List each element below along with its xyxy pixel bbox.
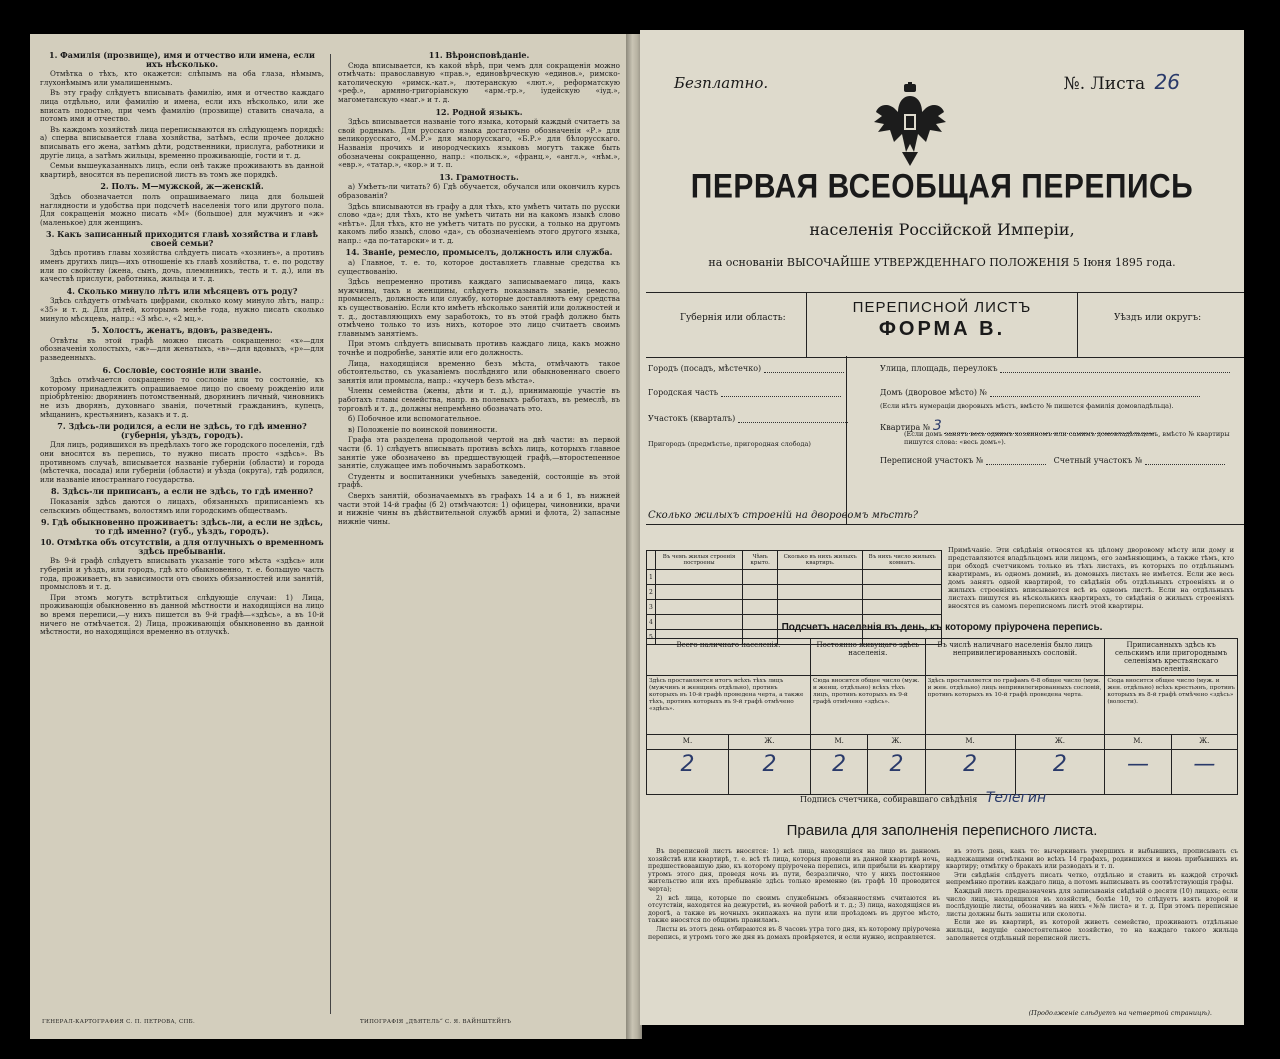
column-divider [330, 54, 331, 1014]
paragraph: Отмѣтка о тѣхъ, кто окажется: слѣпымъ на оба глаза, нѣмымъ, глухонѣмымъ или умалишеннымъ. [40, 69, 324, 87]
section-heading: 2. Полъ. М—мужской, ж—женскій. [100, 181, 264, 192]
buildings-cell [655, 570, 742, 585]
instructions-column-2 [338, 48, 620, 1008]
population-header: Въ числѣ наличнаго населенія было лицъ непривилегированныхъ сословій. [925, 639, 1105, 676]
rules-paragraph: Эти свѣдѣнія слѣдуетъ писать четко, отдѣльно и ставить въ каждой строчкѣ непремѣнно противъ каждаго лица, а потомъ выписывать въ соотвѣтствующія графы. [946, 871, 1238, 887]
sheet-label: №. Листа [1063, 74, 1146, 94]
population-count-value: 2 [728, 750, 810, 795]
section-heading: 7. Здѣсь-ли родился, а если не здѣсь, то гдѣ именно? (губернія, уѣздъ, городъ). [57, 421, 307, 440]
house-field: Домъ (дворовое мѣсто) № [880, 388, 1200, 397]
imprint-left: ГЕНЕРАЛ-КАРТОГРАФИЯ С. П. ПЕТРОВА, СПБ. [42, 1019, 196, 1025]
population-count-value: — [1105, 750, 1171, 795]
rules-paragraph: въ этотъ день, какъ то: вычеркивать умершихъ и выбывшихъ, прописывать съ надлежащими отмѣтками во всѣхъ 14 графахъ, родившихся и вновь прибывшихъ въ квартиру; отмѣтку о бракахъ или разводахъ и т. п. [946, 848, 1238, 871]
province-label: Губернія или область: [680, 313, 786, 323]
buildings-cell [863, 570, 942, 585]
population-description: Здѣсь проставляется итогъ всѣхъ тѣхъ лицъ (мужчинъ и женщинъ отдѣльно), противъ которыхъ въ 10-й графѣ проведена черта, а также тѣхъ, противъ которыхъ въ 9-й графѣ отмѣчено «здѣсь». [647, 676, 811, 735]
paragraph: Здѣсь слѣдуетъ отмѣчать цифрами, сколько кому минуло лѣтъ, напр.: «35» и т. д. Для дѣтей, которымъ менѣе года, нужно писать сколько минуло мѣсяцевъ, напр.: «3 мѣс.», «2 мц.». [40, 296, 324, 323]
paragraph: Здѣсь вписываются въ графу а для тѣхъ, кто умѣетъ читать по русски слово «да»; для тѣхъ, кто не умѣетъ читать ни на какомъ языкѣ слово «нѣтъ». Для тѣхъ, кто не умѣетъ читать по русски, а только на другомъ какомъ либо языкѣ, слово «да», съ обозначеніемъ этого другого языка, напр.: «да по-татарски» и т. д. [338, 201, 620, 245]
buildings-col-number [647, 551, 656, 570]
paragraph: Графа эта разделена продольной чертой на двѣ части: въ первой части (б. 1) слѣдуетъ вписывать противъ всѣхъ лицъ, которыхъ главное занятіе уже обозначено въ предшествующей графѣ,—второстепенное занятіе, служащее имъ побочнымъ заработкомъ. [338, 435, 620, 471]
buildings-header: Въ нихъ число жилыхъ комнатъ. [863, 551, 942, 570]
buildings-cell [743, 570, 778, 585]
section-heading: 5. Холостъ, женатъ, вдовъ, разведенъ. [91, 325, 273, 336]
address-divider [846, 356, 847, 524]
buildings-cell [777, 585, 862, 600]
buildings-cell [655, 585, 742, 600]
rules-title: Правила для заполненія переписного листа. [786, 822, 1098, 839]
address-bottom-rule [646, 524, 1244, 525]
paragraph: Здѣсь противъ главы хозяйства слѣдуетъ писать «хозяинъ», а противъ именъ другихъ лицъ—ихъ отношеніе къ главѣ хозяйства, т. е. по родству или по свойству (жена, сынъ, дочь, племянникъ, тесть и т. д.), или въ качествѣ прислуги, работника, жильца и т. д. [40, 248, 324, 284]
sex-label: М. [810, 735, 867, 750]
document-title: ПЕРВАЯ ВСЕОБЩАЯ ПЕРЕПИСЬ [690, 167, 1194, 206]
paragraph: Въ каждомъ хозяйствѣ лица переписываются въ слѣдующемъ порядкѣ: а) сперва вписывается глава хозяйства, затѣмъ, если прочее должно вписывать его жена, затѣмъ дѣти, родственники, прислуга, работники и другіе лица, а затѣмъ жильцы, временно проживающіе, гости и т. д. [40, 124, 324, 160]
population-count-value: 2 [868, 750, 925, 795]
buildings-note: Примѣчаніе. Эти свѣдѣнія относятся къ цѣлому дворовому мѣсту или дому и представляются владѣльцомъ или лицомъ, его замѣняющимъ, а также тѣмъ, кто при обходѣ счетчикомъ только въ тѣхъ листахъ, въ которыхъ по отдѣльнымъ квартирамъ, въ одномъ доминѣ, въ домовыхъ листахъ не имѣется. Если же весь домъ занятъ одной квартирой, то свѣдѣнія объ отдѣльныхъ строеніяхъ и о жилыхъ строеніяхъ вписываются всѣ въ одномъ листѣ. Если на отдѣльныхъ листахъ пишутся въ нѣсколькихъ квартирахъ, то свѣдѣнія о жилыхъ строеніяхъ вносятся въ самомъ переписномъ листѣ этой квартиры. [948, 546, 1234, 610]
rules-paragraph: Если же въ квартирѣ, въ которой живетъ семейство, проживаютъ отдѣльные жильцы, ведущіе самостоятельное хозяйство, то на каждаго такого жильца заполняется отдѣльный переписной листъ. [946, 919, 1238, 942]
population-header: Всего наличнаго населенія. [647, 639, 811, 676]
form-title: ПЕРЕПИСНОЙ ЛИСТЪ [852, 299, 1032, 316]
rules-column-2 [946, 848, 1238, 1016]
buildings-cell [777, 570, 862, 585]
paragraph: а) Умѣетъ-ли читать? б) Гдѣ обучается, обучался или окончилъ курсъ образованія? [338, 182, 620, 200]
population-count-value: 2 [647, 750, 729, 795]
paragraph: а) Главное, т. е. то, которое доставляетъ главные средства къ существованію. [338, 258, 620, 276]
enumerator-signature: Подпись счетчика, собиравшаго свѣдѣнія Телегин [800, 790, 1047, 806]
paragraph: При этомъ слѣдуетъ вписывать противъ каждаго лица, какъ можно точнѣе и подробнѣе, занятіе или его должность. [338, 339, 620, 357]
row-number: 5 [647, 630, 656, 645]
double-headed-eagle-emblem [872, 82, 948, 168]
population-description: Сюда вносится общее число (муж. и женщ. отдѣльно) всѣхъ тѣхъ лицъ, противъ которыхъ въ 9-й графѣ отмѣчено «здѣсь». [810, 676, 925, 735]
paragraph: Сверхъ занятій, обозначаемыхъ въ графахъ 14 а и б 1, въ нижней части этой 14-й графы (б 2) отмѣчаются: 1) офицеры, чиновники, врачи и нижніе чины въ дѣйствительной службѣ армиі и флота, 2) запасные нижніе чины. [338, 490, 620, 526]
street-field: Улица, площадь, переулокъ [880, 364, 1230, 373]
paragraph: Здѣсь отмѣчается сокращенно то сословіе или то состояніе, къ которому принадлежитъ опрашиваемое лицо по своему рожденію или пріобрѣтенію: дворянинъ потомственный, дворянинъ личный, чиновникъ не изъ дворянъ, духовнаго званія, почетный гражданинъ, купецъ, мѣщанинъ, крестьянинъ, казакъ и т. д. [40, 375, 324, 419]
paragraph: в) Положеніе по воинской повинности. [348, 424, 498, 434]
city-part-field: Городская часть [648, 388, 841, 397]
paragraph: Здѣсь вписывается названіе того языка, который каждый считаетъ за свой роднымъ. Для русскаго языка достаточно обозначенія «Р.» для великорусскаго, «М.Р.» для малорусскаго, «Б.Р.» для бѣлорусскаго. Названія прочихъ и инородческихъ языковъ могутъ также быть обозначены сокращенно, напр.: «польск.», «франц.», «англ.», «нѣм.», «евр.», «татар.», «кор.» и т. п. [338, 117, 620, 170]
buildings-row [647, 600, 942, 615]
section-heading: 12. Родной языкъ. [435, 106, 523, 117]
paragraph: Въ 9-й графѣ слѣдуетъ вписывать указаніе того мѣста «здѣсь» или губернія и уѣздъ, или городъ, гдѣ кто обыкновенно, т. е. большую часть года, проживаетъ, въ зависимости отъ своихъ обязанностей или занятій, промысловъ и т. д. [40, 556, 324, 592]
free-label: Безплатно. [674, 74, 769, 92]
population-description: Здѣсь проставляется по графамъ 6-8 общее число (муж. и жен. отдѣльно) лицъ непривилегированныхъ сословій, противъ которыхъ въ 10-й графѣ проведена черта. [925, 676, 1105, 735]
row-number: 4 [647, 615, 656, 630]
section-heading: 1. Фамилія (прозвище), имя и отчество или имена, если ихъ нѣсколько. [49, 50, 315, 69]
rules-column-1 [648, 848, 940, 1016]
house-note: (Если нѣтъ нумераціи дворовыхъ мѣстъ, вмѣсто № пишется фамилія домовладѣльца). [880, 402, 1174, 410]
buildings-cell [655, 600, 742, 615]
section-heading: 14. Званіе, ремесло, промыселъ, должность или служба. [345, 247, 613, 258]
paragraph: Показанія здѣсь даются о лицахъ, обязанныхъ приписаніемъ къ сельскимъ обществамъ, волостямъ или городскимъ обществамъ. [40, 496, 324, 515]
population-header: Постоянно живущаго здѣсь населенія. [810, 639, 925, 676]
document-subtitle: населенія Россійской Имперіи, [809, 220, 1075, 239]
section-heading: 11. Вѣроисповѣданіе. [428, 50, 530, 60]
signature-handwritten: Телегин [985, 790, 1047, 806]
sex-label: М. [647, 735, 729, 750]
buildings-cell [863, 600, 942, 615]
form-title-box [806, 293, 1078, 357]
sheet-number-handwritten: 26 [1154, 70, 1180, 94]
buildings-cell [743, 585, 778, 600]
population-count-value: 2 [1015, 750, 1105, 795]
paragraph: Лица, находящіяся временно безъ мѣста, отмѣчаютъ такое обстоятельство, съ указаніемъ послѣдняго или обыкновеннаго своего занятія или промысла, напр.: «кучеръ безъ мѣста». [338, 358, 620, 385]
rules-paragraph: Каждый листъ предназначенъ для записыванія свѣдѣній о десяти (10) лицахъ; если число лицъ, находящихся въ хозяйствѣ, болѣе 10, то слѣдуетъ взять второй и послѣдующіе листы, обозначивъ на нихъ «№№ листа» и т. д. При этомъ переписные листы должны быть зашиты или сколоты. [946, 887, 1238, 918]
continued-note: (Продолженіе слѣдуетъ на четвертой страницѣ). [1028, 1009, 1212, 1017]
section-heading: 6. Сословіе, состояніе или званіе. [102, 364, 262, 375]
form-header [646, 292, 1244, 358]
population-description: Сюда вносится общее число (муж. и жен. отдѣльно) всѣхъ крестьянъ, противъ которыхъ въ 8-й графѣ отмѣчено «здѣсь» (волости). [1105, 676, 1238, 735]
population-count-table [646, 638, 1238, 795]
population-count-value: 2 [810, 750, 867, 795]
apartment-note: (Если домъ занятъ весь однимъ хозяиномъ или самимъ домовладѣльцемъ, вмѣсто № квартиры пишутся слова: «весь домъ»). [904, 430, 1230, 446]
section-heading: 3. Какъ записанный приходится главѣ хозяйства и главѣ своей семьи? [46, 229, 318, 248]
paragraph: Отвѣты въ этой графѣ можно писать сокращенно: «х»—для обозначенія холостыхъ, «ж»—для женатыхъ, «в»—для вдовыхъ, «р»—для разведенныхъ. [40, 335, 324, 362]
imprint-right: ТИПОГРАФІЯ „ДѢЯТЕЛЬ“ С. Я. ВАЙНШТЕЙНЪ [360, 1019, 512, 1025]
paragraph: При этомъ могутъ встрѣтиться слѣдующіе случаи: 1) Лица, проживающія обыкновенно въ данной мѣстности и находящіяся на лицо во время переписи,—у нихъ пишется въ 9-й графѣ—«здѣсь», а въ 10-й ничего не отмѣчается. 2) Лица, проживающія обыкновенно въ данной мѣстности, но находящіяся временно въ отлучкѣ. [40, 592, 324, 637]
district-label: Уѣздъ или округъ: [1114, 313, 1202, 323]
sex-label: Ж. [1015, 735, 1105, 750]
buildings-cell [743, 600, 778, 615]
apartment-field: Квартира № 3 [880, 418, 1154, 434]
left-page [30, 34, 628, 1039]
instructions-column-1 [40, 48, 324, 1008]
buildings-row [647, 570, 942, 585]
buildings-header: Сколько въ нихъ жилыхъ квартиръ. [777, 551, 862, 570]
rules-paragraph: 2) всѣ лица, которые по своимъ служебнымъ обязанностямъ считаются въ отсутствіи, находятся на дежурствѣ, въ ночной работѣ и т. д.; 3) лица, находящіяся въ дорогѣ, а также въ ночныхъ экипажахъ на пути или проѣздомъ въ другое мѣсто, также вносятся по общимъ правиламъ. [648, 894, 940, 925]
section-heading: 4. Сколько минуло лѣтъ или мѣсяцевъ отъ роду? [66, 285, 298, 296]
paragraph: Сюда вписывается, къ какой вѣрѣ, при чемъ для сокращенія можно отмѣчать: православную «прав.», единовѣрческую «единов.», римско-католическую «римск.-кат.», лютеранскую «лют.», реформатскую «реф.», армяно-григоріанскую «арм.-гр.», іудейскую «іуд.», магометанскую «маг.» и т. д. [338, 60, 620, 104]
section-heading: 10. Отмѣтка объ отсутствіи, а для отлучныхъ о временномъ здѣсь пребываніи. [40, 537, 324, 556]
rules-paragraph: Въ переписной листъ вносятся: 1) всѣ лица, находящіяся на лицо въ данномъ хозяйствѣ или квартирѣ, т. е. всѣ тѣ лица, которыя провели въ данной квартирѣ ночь, предшествовавшую дню, къ которому пріурочена перепись, или прибыли въ квартиру утромъ этого дня, проведя ночь въ пути, безразлично, что у нихъ постоянное жительство или ихъ пребываніе здѣсь только временно (въ графѣ 10 проводится черта); [648, 848, 940, 893]
paragraph: б) Побочное или вспомогательное. [348, 414, 482, 424]
rules-paragraph: Листы въ этотъ день отбираются въ 8 часовъ утра того дня, къ которому пріурочена перепись, и утромъ того же дня въ домахъ провѣряется, и если нужно, исправляется. [648, 925, 940, 941]
sex-label: Ж. [868, 735, 925, 750]
buildings-question: Сколько жилыхъ строеній на дворовомъ мѣстѣ? [648, 510, 918, 521]
row-number: 1 [647, 570, 656, 585]
paragraph: Въ эту графу слѣдуетъ вписывать фамилію, имя и отчество каждаго лица отдѣльно, или фамилію и имена, если ихъ нѣсколько, или же вписать подостью, при чемъ фамилію (прозвище) ставить сначала, а потомъ имя и отчество. [40, 88, 324, 124]
population-count-title: Подсчетъ населенія въ день, къ которому пріурочена перепись. [781, 622, 1103, 633]
sheet-number-label [1064, 70, 1180, 94]
section-heading: 13. Грамотность. [439, 171, 519, 182]
paragraph: Члены семейства (жены, дѣти и т. д.), принимающіе участіе въ работахъ главы семейства, напр. въ полевыхъ работахъ, въ ремеслѣ, въ торговлѣ и т. д., должны непремѣнно обозначать это. [338, 386, 620, 413]
sex-label: Ж. [728, 735, 810, 750]
apartment-number-handwritten: 3 [932, 418, 942, 434]
form-name: ФОРМА В. [878, 318, 1006, 340]
city-field: Городъ (посадъ, мѣстечко) [648, 364, 844, 373]
census-district-field: Переписной участокъ № Счетный участокъ № [880, 456, 1225, 465]
paragraph: Здѣсь обозначается полъ опрашиваемаго лица для большей наглядности и удобства при подсчетѣ населенія того или другого пола. Для сокращенія можно писать «М» (большое) для мужчинъ и «ж» (маленькое) для женщинъ. [40, 191, 324, 227]
row-number: 2 [647, 585, 656, 600]
buildings-header: Чѣмъ крыто. [743, 551, 778, 570]
buildings-row [647, 585, 942, 600]
sex-label: М. [925, 735, 1015, 750]
sex-label: М. [1105, 735, 1171, 750]
paragraph: Студенты и воспитанники учебныхъ заведеній, состоящіе въ этой графѣ. [338, 471, 620, 490]
precinct-field: Участокъ (кварталъ) [648, 414, 848, 423]
legal-basis: на основаніи ВЫСОЧАЙШЕ УТВЕРЖДЕННАГО ПОЛОЖЕНІЯ 5 Іюня 1895 года. [708, 256, 1176, 269]
paragraph: Здѣсь непременно противъ каждаго записываемаго лица, какъ мужчины, такъ и женщины, слѣдуетъ показывать званіе, ремесло, промыселъ, должность или службу, которые доставляютъ ему средства къ существованію. Если кто имѣетъ нѣсколько занятій или должностей и т. д., доставляющихъ ему заработокъ, то въ этой графѣ должно быть отмѣчено только то изъ нихъ, которое это лицо считаетъ своимъ главнымъ занятіемъ. [338, 277, 620, 338]
sex-label: Ж. [1171, 735, 1237, 750]
paragraph: Для лицъ, родившихся въ предѣлахъ того же городского поселенія, гдѣ они вносятся въ перепись, то нужно писать просто «здѣсь». Въ противномъ случаѣ, вписывается названіе губерніи (области) и города (мѣстечка, посада) или губерніи (области) и уѣзда (округа), гдѣ родился, или названіе иностраннаго государства. [40, 440, 324, 484]
section-heading: 8. Здѣсь-ли приписанъ, а если не здѣсь, то гдѣ именно? [50, 486, 313, 497]
buildings-cell [777, 600, 862, 615]
right-page [640, 30, 1244, 1025]
suburb-field: Пригородъ (предмѣстье, пригородная слобода) [648, 440, 811, 448]
row-number: 3 [647, 600, 656, 615]
paragraph: Семьи вышеуказанныхъ лицъ, если онѣ также проживаютъ въ данной квартирѣ, вносятся въ переписной листъ въ томъ же порядкѣ. [40, 161, 324, 179]
population-count-value: 2 [925, 750, 1015, 795]
buildings-header: Въ чемъ жилыя строенія построены [655, 551, 742, 570]
buildings-cell [863, 585, 942, 600]
population-header: Приписанныхъ здѣсь къ сельскимъ или пригороднымъ селеніямъ крестьянскаго населенія. [1105, 639, 1238, 676]
section-heading: 9. Гдѣ обыкновенно проживаетъ: здѣсь-ли, а если не здѣсь, то гдѣ именно? (губ., уѣздъ, городъ). [41, 517, 323, 536]
population-count-value: — [1171, 750, 1237, 795]
